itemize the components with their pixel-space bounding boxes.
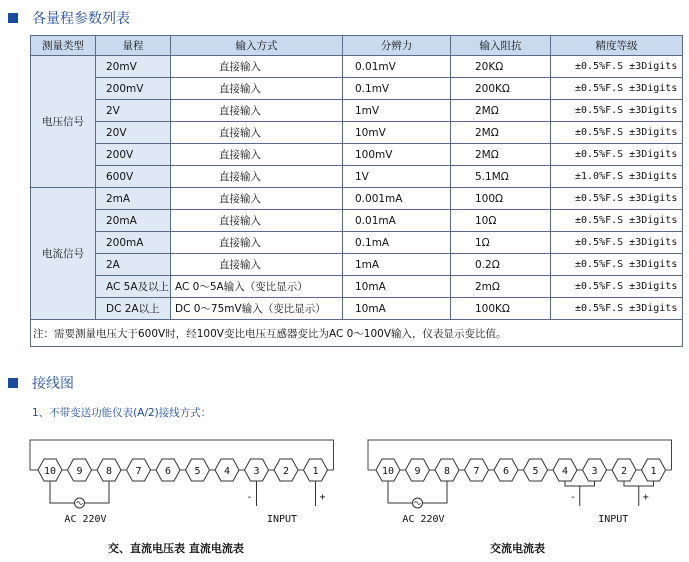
cell-impedance: 0.2Ω (451, 254, 551, 276)
cell-range: 2A (96, 254, 171, 276)
cell-range: DC 2A以上 (96, 298, 171, 320)
minus-label: - (246, 492, 253, 503)
cell-range: 20mV (96, 56, 171, 78)
cell-method: 直接输入 (171, 100, 343, 122)
cell-measure-type: 电流信号 (31, 188, 96, 320)
cell-method: 直接输入 (171, 144, 343, 166)
cell-range: 2V (96, 100, 171, 122)
cell-resolution: 0.01mA (343, 210, 451, 232)
section-title-text: 接线图 (32, 376, 74, 392)
cell-resolution: 10mA (343, 276, 451, 298)
cell-method: 直接输入 (171, 232, 343, 254)
cell-resolution: 0.1mA (343, 232, 451, 254)
terminal-number: 2 (620, 466, 628, 477)
input-label: INPUT (266, 514, 298, 525)
terminal-number: 4 (223, 466, 231, 477)
cell-method: 直接输入 (171, 188, 343, 210)
terminal-number: 1 (650, 466, 657, 477)
cell-method: 直接输入 (171, 122, 343, 144)
cell-impedance: 2MΩ (451, 122, 551, 144)
input-label: INPUT (598, 514, 629, 525)
cell-accuracy: ±0.5%F.S ±3Digits (551, 78, 683, 100)
header-range: 量程 (96, 36, 171, 56)
cell-resolution: 0.001mA (343, 188, 451, 210)
minus-label: - (569, 492, 576, 503)
cell-method: 直接输入 (171, 254, 343, 276)
header-accuracy: 精度等级 (551, 36, 683, 56)
terminal-number: 9 (414, 466, 421, 477)
table-note: 注：需要测量电压大于600V时，经100V变比电压互感器变比为AC 0～100V输入，仪表显示变比值。 (31, 320, 683, 347)
header-impedance: 输入阻抗 (451, 36, 551, 56)
input-bridge (624, 481, 654, 486)
terminal-number: 9 (76, 466, 83, 477)
cell-resolution: 1mV (343, 100, 451, 122)
cell-accuracy: ±0.5%F.S ±3Digits (551, 144, 683, 166)
cell-impedance: 10Ω (451, 210, 551, 232)
diagram-caption-2: 交流电流表 (490, 542, 545, 555)
cell-measure-type: 电压信号 (31, 56, 96, 188)
cell-resolution: 100mV (343, 144, 451, 166)
terminal-number: 8 (105, 466, 113, 477)
power-label: AC 220V (64, 514, 107, 525)
cell-impedance: 100KΩ (451, 298, 551, 320)
cell-range: 600V (96, 166, 171, 188)
terminal-number: 2 (282, 466, 290, 477)
terminal-number: 4 (561, 466, 569, 477)
cell-accuracy: ±0.5%F.S ±3Digits (551, 276, 683, 298)
terminal-number: 5 (532, 466, 539, 477)
cell-resolution: 0.1mV (343, 78, 451, 100)
cell-range: 20mA (96, 210, 171, 232)
cell-impedance: 20KΩ (451, 56, 551, 78)
cell-resolution: 1V (343, 166, 451, 188)
cell-impedance: 2MΩ (451, 100, 551, 122)
cell-resolution: 10mV (343, 122, 451, 144)
cell-accuracy: ±1.0%F.S ±3Digits (551, 166, 683, 188)
terminal-number: 10 (43, 466, 57, 477)
terminal-number: 1 (312, 466, 319, 477)
terminal-number: 6 (502, 466, 510, 477)
terminal-number: 7 (135, 466, 142, 477)
cell-method: 直接输入 (171, 210, 343, 232)
cell-accuracy: ±0.5%F.S ±3Digits (551, 298, 683, 320)
wiring-subtitle: 1、不带变送功能仪表(A/2)接线方式： (32, 407, 212, 419)
cell-impedance: 1Ω (451, 232, 551, 254)
cell-accuracy: ±0.5%F.S ±3Digits (551, 254, 683, 276)
cell-accuracy: ±0.5%F.S ±3Digits (551, 56, 683, 78)
plus-label: + (642, 492, 649, 503)
cell-accuracy: ±0.5%F.S ±3Digits (551, 232, 683, 254)
header-resolution: 分辨力 (343, 36, 451, 56)
cell-impedance: 2mΩ (451, 276, 551, 298)
cell-range: 200V (96, 144, 171, 166)
cell-impedance: 2MΩ (451, 144, 551, 166)
cell-range: 20V (96, 122, 171, 144)
input-bridge (565, 481, 595, 486)
terminal-number: 6 (164, 466, 172, 477)
cell-resolution: 0.01mV (343, 56, 451, 78)
terminal-number: 7 (473, 466, 480, 477)
cell-range: AC 5A及以上 (96, 276, 171, 298)
cell-accuracy: ±0.5%F.S ±3Digits (551, 100, 683, 122)
cell-accuracy: ±0.5%F.S ±3Digits (551, 122, 683, 144)
power-label: AC 220V (402, 514, 445, 525)
cell-range: 200mA (96, 232, 171, 254)
cell-resolution: 1mA (343, 254, 451, 276)
cell-range: 2mA (96, 188, 171, 210)
cell-impedance: 200KΩ (451, 78, 551, 100)
cell-resolution: 10mA (343, 298, 451, 320)
terminal-number: 5 (194, 466, 201, 477)
header-type: 测量类型 (31, 36, 96, 56)
cell-method: 直接输入 (171, 166, 343, 188)
diagram-caption-1: 交、直流电压表 直流电流表 (108, 542, 244, 555)
cell-impedance: 100Ω (451, 188, 551, 210)
terminal-number: 8 (443, 466, 451, 477)
cell-accuracy: ±0.5%F.S ±3Digits (551, 210, 683, 232)
cell-method: 直接输入 (171, 78, 343, 100)
terminal-number: 3 (591, 466, 598, 477)
cell-method: 直接输入 (171, 56, 343, 78)
plus-label: + (319, 492, 326, 503)
cell-range: 200mV (96, 78, 171, 100)
cell-impedance: 5.1MΩ (451, 166, 551, 188)
cell-method: AC 0～5A输入（变比显示） (171, 276, 343, 298)
terminal-number: 3 (253, 466, 260, 477)
cell-accuracy: ±0.5%F.S ±3Digits (551, 188, 683, 210)
terminal-number: 10 (381, 466, 395, 477)
header-method: 输入方式 (171, 36, 343, 56)
cell-method: DC 0～75mV输入（变比显示） (171, 298, 343, 320)
section-title-text: 各量程参数列表 (32, 11, 130, 27)
